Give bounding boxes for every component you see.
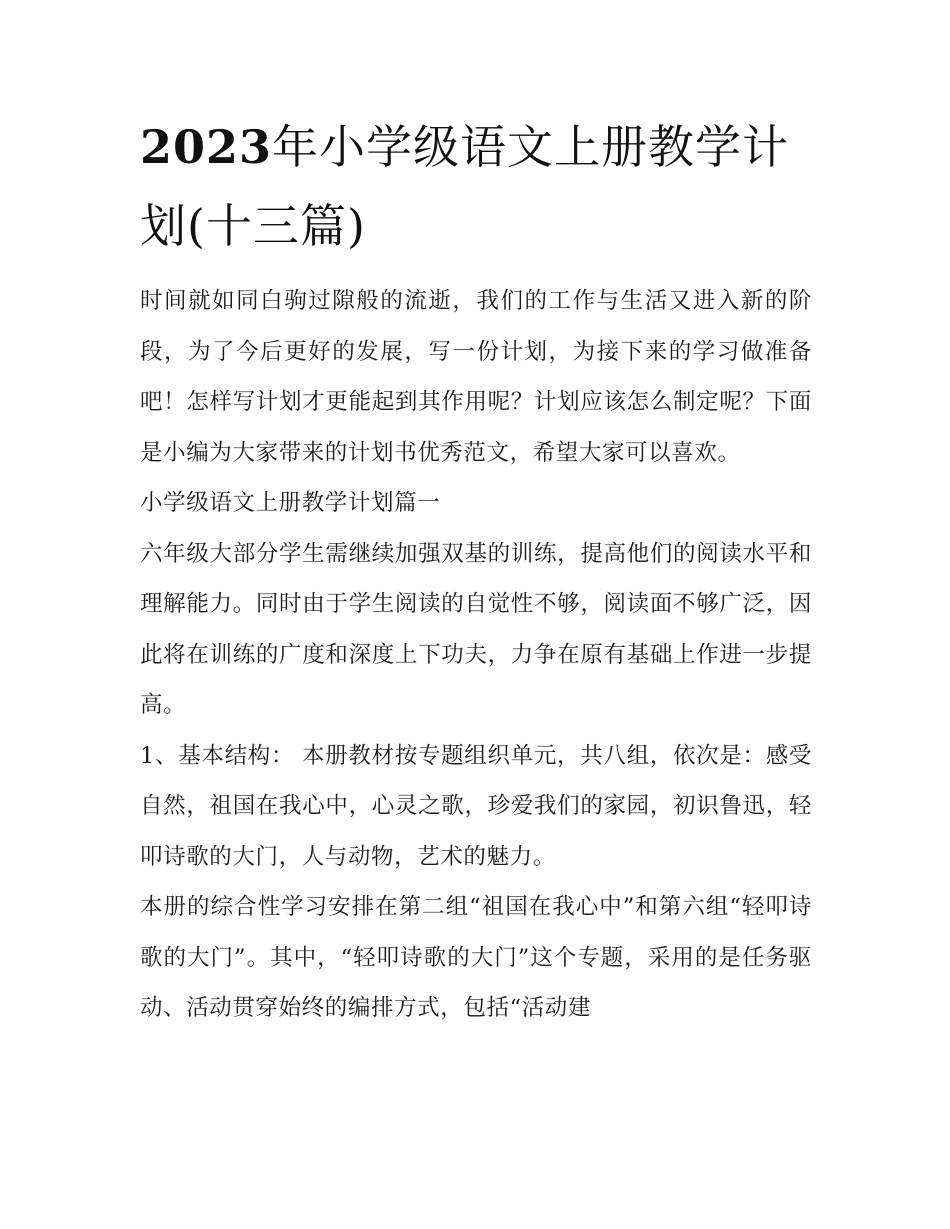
document-body — [140, 276, 812, 1034]
body-paragraph: 1、基本结构： 本册教材按专题组织单元，共八组，依次是：感受自然，祖国在我心中，心灵之歌，珍爱我们的家园，初识鲁迅，轻叩诗歌的大门，人与动物，艺术的魅力。 — [140, 742, 812, 870]
body-paragraph: 六年级大部分学生需继续加强双基的训练，提高他们的阅读水平和理解能力。同时由于学生阅读的自觉性不够，阅读面不够广泛，因此将在训练的广度和深度上下功夫，力争在原有基础上作进一步提高。 — [140, 540, 812, 718]
title-year: 2023 — [140, 120, 273, 174]
intro-paragraph: 时间就如同白驹过隙般的流逝，我们的工作与生活又进入新的阶段，为了今后更好的发展，写一份计划，为接下来的学习做准备吧！怎样写计划才更能起到其作用呢？计划应该怎么制定呢？下面是小编为大家带来的计划书优秀范文，希望大家可以喜欢。 — [140, 288, 812, 466]
body-paragraph: 本册的综合性学习安排在第二组“祖国在我心中”和第六组“轻叩诗歌的大门”。其中，“轻叩诗歌的大门”这个专题，采用的是任务驱动、活动贯穿始终的编排方式，包括“活动建 — [140, 894, 812, 1021]
title-text: 年小学级语文上册教学计划(十三篇) — [140, 120, 790, 253]
section-heading: 小学级语文上册教学计划篇一 — [140, 490, 441, 516]
page-title — [140, 108, 820, 266]
